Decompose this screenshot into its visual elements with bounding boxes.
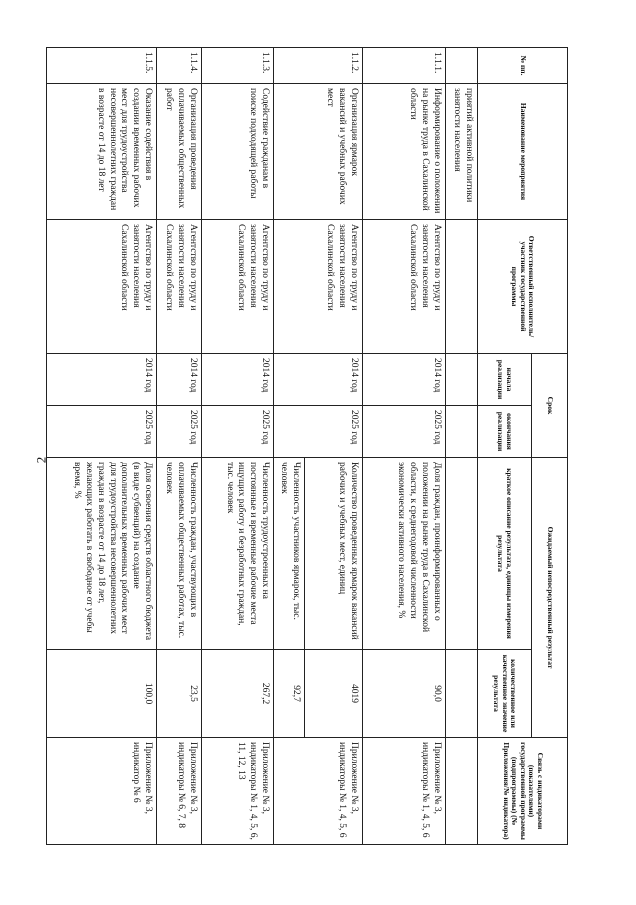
cell-start: 2014 год <box>47 354 157 406</box>
header-result-desc: краткое описание результата, единицы измерения результата <box>478 458 532 650</box>
cell-name: Содействие гражданам в поиске подходящей работы <box>202 84 274 220</box>
cell-result-value: 267,2 <box>202 650 274 738</box>
cell-num: 1.1.4. <box>157 48 202 84</box>
cell-num <box>446 48 478 84</box>
table-row <box>202 48 274 845</box>
cell-end: 2025 год <box>202 406 274 458</box>
cell-executor: Агентство по труду и занятости населения Сахалинской области <box>274 220 363 354</box>
cell-result-desc: Доля освоения средств областного бюджета (в виде субвенций) на создание дополнительных временных рабочих мест для трудоустройства несовершеннолетних граждан в возрасте от 14 до 18 лет, желающих работать в свободное от учебы время, % <box>47 458 157 650</box>
cell-result-value: 23,5 <box>157 650 202 738</box>
cell-result-desc: Численность граждан, участвующих в оплачиваемых общественных работах, тыс. человек <box>157 458 202 650</box>
cell-num: 1.1.5. <box>47 48 157 84</box>
header-term-end: окончания реализации <box>478 406 532 458</box>
cell-result-desc: Численность участников ярмарок, тыс. человек <box>274 458 305 650</box>
cell-result-value: 90,0 <box>363 650 446 738</box>
cell-executor: Агентство по труду и занятости населения Сахалинской области <box>157 220 202 354</box>
cell-indicators: Приложение № 3, индикатор № 6 <box>47 738 157 845</box>
header-term-start: начала реализации <box>478 354 532 406</box>
table-row <box>157 48 202 845</box>
rotated-table-wrapper <box>46 47 568 844</box>
cell-start: 2014 год <box>202 354 274 406</box>
cell-indicators: Приложение № 3, индикаторы № 6, 7, 8 <box>157 738 202 845</box>
header-result: Ожидаемый непосредственный результат <box>532 458 568 738</box>
header-num: № пп. <box>478 48 568 84</box>
cell-name: Организация ярмарок вакансий и учебных рабочих мест <box>274 84 363 220</box>
cell-result-desc: Доля граждан, проинформированных о положении на рынке труда в Сахалинской области, к среднегодовой численности экономически активного населения, % <box>363 458 446 650</box>
header-indicators: Связь с индикаторами (показателями) государственной программы (подпрограммы) (№ Приложения/№ индикатора) <box>478 738 568 845</box>
table-row <box>363 48 446 845</box>
cell-result-desc: Количество проведенных ярмарок вакансий рабочих и учебных мест, единиц <box>305 458 363 650</box>
cell-executor: Агентство по труду и занятости населения Сахалинской области <box>47 220 157 354</box>
cell-num: 1.1.3. <box>202 48 274 84</box>
cell-start: 2014 год <box>157 354 202 406</box>
cell-indicators: Приложение № 3, индикаторы № 1, 4, 5, 6, 11, 12, 13 <box>202 738 274 845</box>
cell-end: 2025 год <box>363 406 446 458</box>
header-executor: Ответственный исполнитель/участник государственной программы <box>478 220 568 354</box>
cell-end: 2025 год <box>274 406 363 458</box>
cell-end: 2025 год <box>47 406 157 458</box>
table-row <box>305 48 363 845</box>
header-name: Наименование мероприятия <box>478 84 568 220</box>
cell-end: 2025 год <box>157 406 202 458</box>
cell-indicators: Приложение № 3, индикаторы № 1, 4, 5, 6 <box>363 738 446 845</box>
cell-start: 2014 год <box>363 354 446 406</box>
cell-result-value: 92,7 <box>274 650 305 738</box>
cell-name: Информирование о положении на рынке труда в Сахалинской области <box>363 84 446 220</box>
cell-name: приятий активной политики занятости населения <box>446 84 478 220</box>
cell-result-value: 100,0 <box>47 650 157 738</box>
header-term: Срок <box>532 354 568 458</box>
cell-result-value: 4019 <box>305 650 363 738</box>
cell-num: 1.1.1. <box>363 48 446 84</box>
table-row-continuation <box>446 48 478 845</box>
cell-indicators: Приложение № 3, индикаторы № 1, 4, 5, 6 <box>274 738 363 845</box>
header-result-value: количественное или качественное значение результата <box>478 650 532 738</box>
cell-num: 1.1.2. <box>274 48 363 84</box>
activities-table <box>46 47 568 845</box>
cell-executor: Агентство по труду и занятости населения Сахалинской области <box>202 220 274 354</box>
cell-name: Оказание содействия в создании временных рабочих мест для трудоустройства несовершеннолетних граждан в возрасте от 14 до 18 лет <box>47 84 157 220</box>
cell-name: Организация проведения оплачиваемых общественных работ <box>157 84 202 220</box>
page-number: 2 <box>33 456 49 464</box>
cell-result-desc: Численность трудоустроенных на постоянные и временные рабочие места ищущих работу и безработных граждан, тыс. человек <box>202 458 274 650</box>
cell-start: 2014 год <box>274 354 363 406</box>
cell-executor: Агентство по труду и занятости населения Сахалинской области <box>363 220 446 354</box>
table-row <box>47 48 157 845</box>
